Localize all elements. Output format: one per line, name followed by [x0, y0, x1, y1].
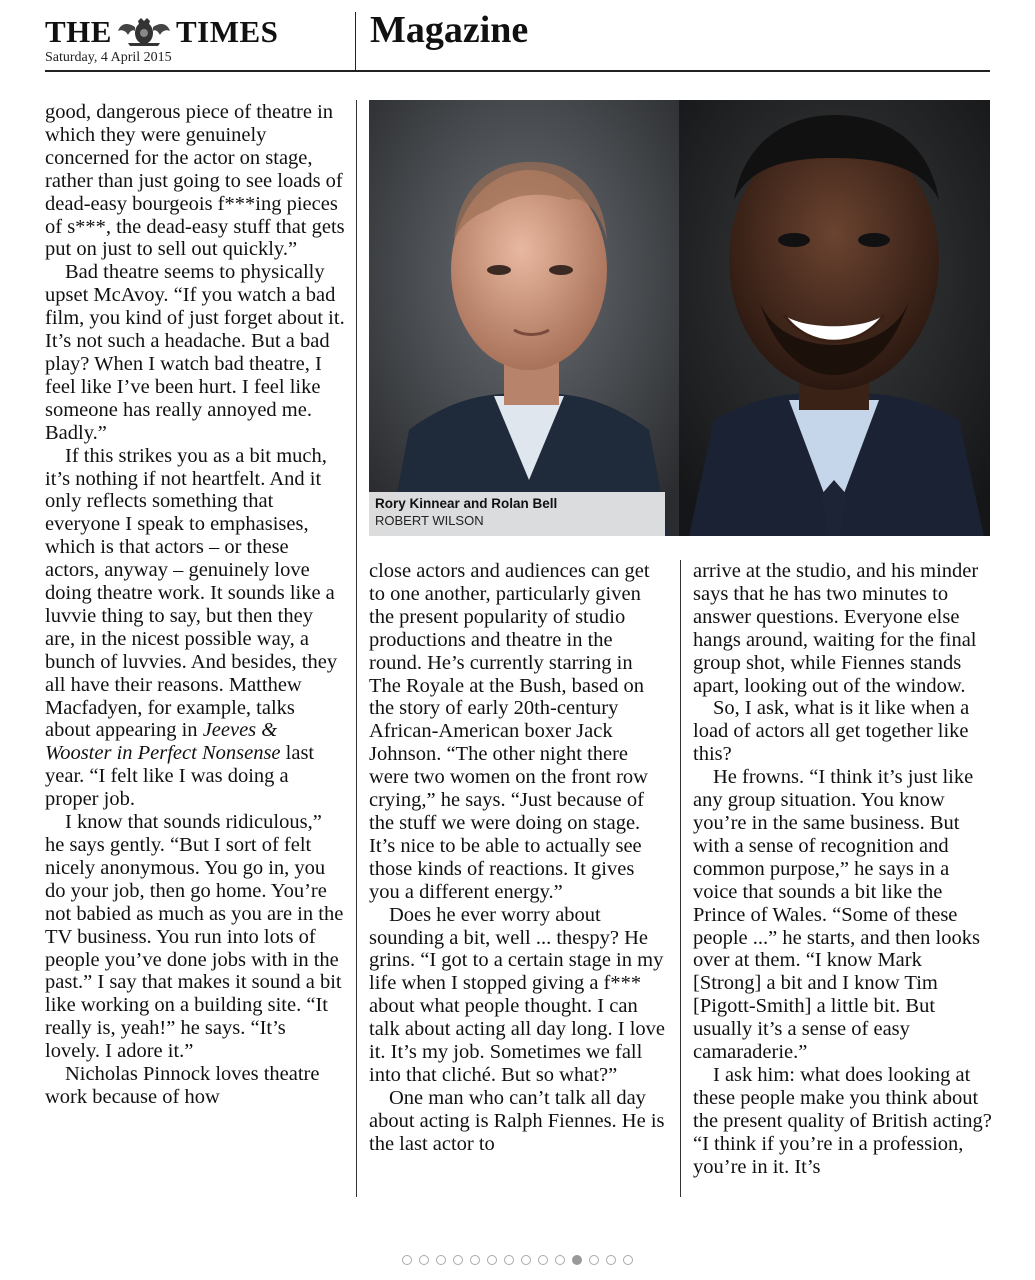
page-dot[interactable] — [504, 1255, 514, 1265]
page-dot[interactable] — [436, 1255, 446, 1265]
times-logo — [45, 14, 278, 50]
article-column-left — [45, 101, 345, 1109]
paragraph: Nicholas Pinnock loves theatre work because of how — [45, 1063, 320, 1108]
issue-date: Saturday, 4 April 2015 — [45, 50, 172, 65]
article-column-right — [693, 560, 993, 1178]
masthead-divider — [355, 12, 356, 70]
paragraph: He frowns. “I think it’s just like any group situation. You know you’re in the same business. But with a sense of recognition and common purpose,” he says in a voice that sounds a bit like the Prince of Wales. “Some of these people ...” he starts, and then looks over at them. “I know Mark [Strong] a bit and I know Tim [Pigott-Smith] a little bit. But usually it’s a sense of easy camaraderie.” — [693, 766, 980, 1064]
paragraph: One man who can’t talk all day about acting is Ralph Fiennes. He is the last actor to — [369, 1086, 665, 1155]
portrait-photo — [369, 100, 990, 536]
paragraph: I ask him: what does looking at these people make you think about the present quality of British acting? “I think if you’re in a profession, you’re in it. It’s — [693, 1063, 992, 1178]
page-dot[interactable] — [419, 1255, 429, 1265]
page-dot[interactable] — [470, 1255, 480, 1265]
paragraph: I know that sounds ridiculous,” he says gently. “But I sort of felt nicely anonymous. You go in, you do your job, then go home. You’re not babied as much as you are in the TV business. You run into lots of people you’ve done jobs with in the past.” I say that makes it sound a bit like working on a building site. “It really is, yeah!” he says. “It’s lovely. I adore it.” — [45, 811, 344, 1063]
page-indicator[interactable] — [0, 1255, 1035, 1265]
page-dot[interactable] — [555, 1255, 565, 1265]
paragraph: If this strikes you as a bit much, it’s nothing if not heartfelt. And it only reflects something that everyone I speak to emphasises, which is that actors – or these actors, anyway – genuinely love doing theatre work. It sounds like a luvvie thing to say, but then they are, in the nicest possible way, a bunch of luvvies. And besides, they all have their reasons. Matthew Macfadyen, for example, talks about appearing in Jeeves & Wooster in Perfect Nonsense last year. “I felt like I was doing a proper job. — [45, 444, 338, 811]
section-title: Magazine — [370, 9, 529, 51]
photo-caption — [369, 492, 665, 536]
royal-crest-icon — [114, 17, 174, 47]
caption-credit: ROBERT WILSON — [375, 513, 484, 528]
page-dot[interactable] — [589, 1255, 599, 1265]
caption-names: Rory Kinnear and Rolan Bell — [375, 496, 558, 511]
column-rule — [356, 100, 357, 1197]
page-dot[interactable] — [623, 1255, 633, 1265]
portraits-image — [369, 100, 990, 536]
logo-text-the: THE — [45, 14, 112, 49]
page-dot[interactable] — [538, 1255, 548, 1265]
page-dot[interactable] — [606, 1255, 616, 1265]
page-dot[interactable] — [487, 1255, 497, 1265]
page-dot[interactable] — [402, 1255, 412, 1265]
article-column-middle — [369, 560, 669, 1156]
logo-text-times: TIMES — [175, 14, 279, 49]
paragraph: Bad theatre seems to physically upset McAvoy. “If you watch a bad film, you kind of just forget about it. It’s not such a headache. But a bad play? When I watch bad theatre, I feel like I’ve been hurt. I feel like someone has really annoyed me. Badly.” — [45, 261, 345, 444]
page-dot[interactable] — [572, 1255, 582, 1265]
paragraph: So, I ask, what is it like when a load of actors all get together like this? — [693, 697, 970, 766]
paragraph: close actors and audiences can get to one another, particularly given the present popularity of studio productions and theatre in the round. He’s currently starring in The Royale at the Bush, based on the story of early 20th-century African-American boxer Jack Johnson. “The other night there were two women on the front row crying,” he says. “Just because of the stuff we were doing on stage. It’s nice to be able to actually see those kinds of reactions. It gives you a different energy.” — [369, 560, 650, 903]
page-dot[interactable] — [453, 1255, 463, 1265]
masthead — [45, 8, 990, 72]
paragraph: Does he ever worry about sounding a bit, well ... thespy? He grins. “I got to a certain stage in my life when I stopped giving a f*** about what people thought. I can talk about acting all day long. I love it. It’s my job. Sometimes we fall into that cliché. But so what?” — [369, 903, 666, 1086]
paragraph: arrive at the studio, and his minder says that he has two minutes to answer questions. Everyone else hangs around, waiting for the final group shot, while Fiennes stands apart, looking out of the window. — [693, 560, 979, 697]
paragraph: good, dangerous piece of theatre in which they were genuinely concerned for the actor on stage, rather than just going to see loads of dead-easy bourgeois f***ing pieces of s***, the dead-easy stuff that gets put on just to sell out quickly.” — [45, 101, 345, 261]
column-rule — [680, 560, 681, 1197]
show-title: Jeeves & Wooster in Perfect Nonsense — [45, 719, 281, 765]
page-dot[interactable] — [521, 1255, 531, 1265]
